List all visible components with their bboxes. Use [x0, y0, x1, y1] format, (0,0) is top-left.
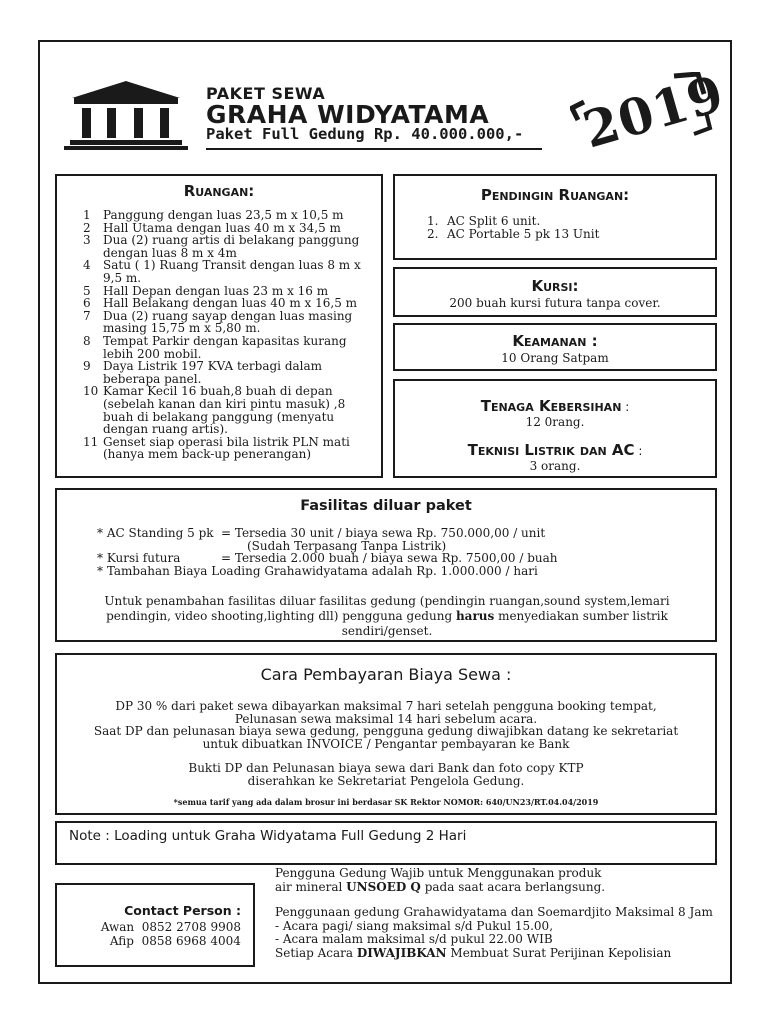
- kebersihan-heading: [395, 397, 715, 415]
- usage-line-1: - Acara pagi/ siang maksimal s/d Pukul 15.00,: [275, 918, 554, 933]
- fasilitas-note: [87, 594, 687, 639]
- kebersihan-title: Tenaga Kebersihan: [480, 397, 622, 415]
- ruangan-item-line: Dua (2) ruang artis di belakang panggung: [103, 233, 360, 248]
- keamanan-title: Keamanan :: [512, 332, 598, 350]
- kebersihan-colon: :: [621, 400, 630, 414]
- fasilitas-box: [55, 488, 717, 642]
- ruangan-item-number: 3: [83, 233, 91, 248]
- fasilitas-row: [97, 527, 558, 540]
- fasilitas-row-sub: (Sudah Terpasang Tanpa Listrik): [247, 538, 447, 553]
- teknisi-text: 3 orang.: [529, 459, 581, 473]
- ruangan-item-line: Tempat Parkir dengan kapasitas kurang: [103, 333, 347, 348]
- fasilitas-extra: * Tambahan Biaya Loading Grahawidyatama adalah Rp. 1.000.000 / hari: [97, 563, 538, 578]
- ruangan-item-text: [103, 310, 352, 335]
- ruangan-item-number: 4: [83, 258, 91, 273]
- ruangan-item-number: 2: [83, 220, 91, 235]
- note-text: Note : Loading untuk Graha Widyatama Full Gedung 2 Hari: [69, 828, 467, 844]
- building-logo: [62, 78, 190, 152]
- ruangan-item-line: Panggung dengan luas 23,5 m x 10,5 m: [103, 208, 344, 222]
- building-icon: [62, 78, 190, 152]
- fasilitas-table: [97, 527, 558, 577]
- rules-block: [275, 867, 725, 960]
- pendingin-item-number: 1.: [427, 214, 439, 228]
- pendingin-item-text: AC Portable 5 pk 13 Unit: [447, 227, 600, 241]
- ruangan-item-text: [103, 436, 350, 461]
- fasilitas-row-value: = Tersedia 2.000 buah / biaya sewa Rp. 7500,00 / buah: [221, 551, 558, 566]
- teknisi-colon: :: [634, 444, 643, 458]
- kursi-text: 200 buah kursi futura tanpa cover.: [449, 296, 661, 310]
- year-text: 2019: [576, 63, 731, 160]
- pembayaran-line: diserahkan ke Sekretariat Pengelola Gedung.: [247, 774, 525, 789]
- permit-c: Membuat Surat Perijinan Kepolisian: [446, 945, 672, 960]
- ruangan-item-line: buah di belakang panggung (menyatu: [103, 409, 335, 424]
- ruangan-item-line: lebih 200 mobil.: [103, 346, 202, 361]
- ruangan-item-line: dengan luas 8 m x 4m: [103, 245, 237, 260]
- year-stamp: [570, 63, 731, 160]
- pembayaran-line: Pelunasan sewa maksimal 14 hari sebelum acara.: [234, 711, 538, 726]
- pembayaran-block-1: [57, 700, 715, 750]
- water-line-2a: air mineral: [275, 879, 347, 894]
- ruangan-list: [83, 209, 379, 461]
- ruangan-title: Ruangan:: [183, 182, 255, 200]
- ruangan-item-text: [103, 209, 344, 222]
- ruangan-item-line: Dua (2) ruang sayap dengan luas masing: [103, 308, 353, 323]
- contact-title: Contact Person :: [124, 903, 241, 918]
- fasilitas-note-before: Untuk penambahan fasilitas diluar fasilitas gedung (pendingin ruangan,sound system,lemari pendingin, video shooting,lighting dll) pengguna gedung: [104, 594, 670, 623]
- permit-line: [275, 947, 725, 961]
- contact-person: [101, 920, 241, 934]
- ruangan-item: [83, 310, 379, 335]
- ruangan-item-line: beberapa panel.: [103, 371, 202, 386]
- keamanan-text: 10 Orang Satpam: [501, 351, 609, 365]
- fasilitas-note-after: menyediakan sumber listrik sendiri/genset.: [341, 609, 668, 638]
- fasilitas-note-bold: harus: [455, 609, 495, 623]
- pembayaran-line: DP 30 % dari paket sewa dibayarkan maksimal 7 hari setelah pengguna booking tempat,: [115, 699, 657, 713]
- usage-line-2: - Acara malam maksimal s/d pukul 22.00 WIB: [275, 932, 553, 946]
- ruangan-item-number: 11: [83, 434, 99, 449]
- ruangan-item-number: 9: [83, 359, 91, 374]
- kebersihan-text: 12 0rang.: [525, 415, 585, 429]
- note-box: [55, 821, 717, 865]
- ruangan-item-text: [103, 259, 361, 284]
- header-title: GRAHA WIDYATAMA: [206, 100, 490, 129]
- pembayaran-block-2: [57, 762, 715, 788]
- teknisi-title: Teknisi Listrik dan AC: [467, 441, 635, 459]
- contact-phone: 0852 2708 9908: [141, 920, 241, 934]
- kursi-title: Kursi:: [531, 277, 579, 295]
- ruangan-item-line: dengan ruang artis).: [103, 422, 228, 437]
- pendingin-item-number: 2.: [427, 227, 439, 241]
- fasilitas-row-label: * AC Standing 5 pk: [97, 526, 214, 540]
- ruangan-item-number: 1: [83, 208, 91, 222]
- fasilitas-row: [97, 552, 558, 565]
- ruangan-item-line: 9,5 m.: [103, 270, 142, 285]
- ruangan-item-number: 5: [83, 283, 91, 298]
- ruangan-item-line: Hall Utama dengan luas 40 m x 34,5 m: [103, 220, 341, 235]
- ruangan-item-line: Hall Belakang dengan luas 40 m x 16,5 m: [103, 296, 358, 311]
- ruangan-item-line: Hall Depan dengan luas 23 m x 16 m: [103, 283, 329, 298]
- ruangan-item-number: 10: [83, 384, 99, 399]
- ruangan-item: [83, 259, 379, 284]
- ruangan-item-line: masing 15,75 m x 5,80 m.: [103, 321, 261, 336]
- pendingin-item-text: AC Split 6 unit.: [447, 214, 541, 228]
- pembayaran-title: Cara Pembayaran Biaya Sewa :: [260, 665, 512, 684]
- keamanan-box: [393, 323, 717, 371]
- water-line-2: [275, 881, 725, 895]
- permit-a: Setiap Acara: [275, 945, 357, 960]
- ruangan-item: [83, 297, 379, 310]
- ruangan-item: [83, 436, 379, 461]
- ruangan-item-line: Genset siap operasi bila listrik PLN mati: [103, 434, 350, 449]
- pembayaran-line: Bukti DP dan Pelunasan biaya sewa dari Bank dan foto copy KTP: [188, 761, 584, 776]
- ruangan-item-line: (sebelah kanan dan kiri pintu masuk) ,8: [103, 396, 346, 411]
- header-underline: [206, 148, 542, 150]
- ruangan-item-line: (hanya mem back-up penerangan): [103, 447, 312, 462]
- ruangan-box: [55, 174, 383, 478]
- ruangan-item-text: [103, 335, 347, 360]
- pembayaran-line: Saat DP dan pelunasan biaya sewa gedung, pengguna gedung diwajibkan datang ke sekretariat: [93, 724, 679, 739]
- ruangan-item: [83, 335, 379, 360]
- contact-phone: 0858 6968 4004: [141, 934, 241, 948]
- ruangan-item-number: 8: [83, 333, 91, 348]
- ruangan-item: [83, 234, 379, 259]
- pendingin-item: [427, 228, 599, 241]
- ruangan-item-text: [103, 297, 357, 310]
- usage-title: Penggunaan gedung Grahawidyatama dan Soemardjito Maksimal 8 Jam: [275, 905, 713, 919]
- ruangan-item: [83, 360, 379, 385]
- pendingin-title: Pendingin Ruangan:: [480, 186, 630, 204]
- permit-b: DIWAJIBKAN: [356, 945, 447, 960]
- fasilitas-row-value: = Tersedia 30 unit / biaya sewa Rp. 750.000,00 / unit: [221, 526, 546, 540]
- contact-list: [101, 920, 241, 948]
- ruangan-item-line: Kamar Kecil 16 buah,8 buah di depan: [103, 384, 333, 399]
- tenaga-box: [393, 379, 717, 478]
- contact-person: [101, 934, 241, 948]
- contact-box: [55, 883, 255, 967]
- kursi-box: [393, 267, 717, 317]
- ruangan-item-text: [103, 360, 322, 385]
- pembayaran-box: [55, 653, 717, 815]
- ruangan-item-line: Satu ( 1) Ruang Transit dengan luas 8 m x: [103, 258, 361, 273]
- ruangan-item-number: 6: [83, 296, 91, 311]
- pendingin-box: [393, 174, 717, 260]
- fasilitas-row-label: * Kursi futura: [97, 551, 181, 566]
- ruangan-item-text: [103, 385, 345, 435]
- pembayaran-footnote: *semua tarif yang ada dalam brosur ini berdasar SK Rektor NOMOR: 640/UN23/RT.04.04/2019: [173, 797, 599, 808]
- ruangan-item-text: [103, 234, 359, 259]
- ruangan-item: [83, 385, 379, 435]
- ruangan-item: [83, 209, 379, 222]
- ruangan-item-line: Daya Listrik 197 KVA terbagi dalam: [103, 359, 323, 374]
- water-line-2c: pada saat acara berlangsung.: [420, 879, 606, 894]
- pembayaran-line: untuk dibuatkan INVOICE / Pengantar pembayaran ke Bank: [202, 736, 570, 751]
- water-brand: UNSOED Q: [346, 879, 421, 894]
- header-kicker: PAKET SEWA: [206, 84, 326, 103]
- water-line-1: Pengguna Gedung Wajib untuk Menggunakan produk: [275, 866, 602, 880]
- teknisi-heading: [395, 441, 715, 459]
- ruangan-item-number: 7: [83, 308, 91, 323]
- contact-name: Afip: [109, 934, 134, 948]
- header-package-price: Paket Full Gedung Rp. 40.000.000,-: [206, 125, 524, 143]
- contact-name: Awan: [100, 920, 135, 934]
- fasilitas-title: Fasilitas diluar paket: [300, 498, 472, 514]
- pendingin-list: [427, 215, 599, 241]
